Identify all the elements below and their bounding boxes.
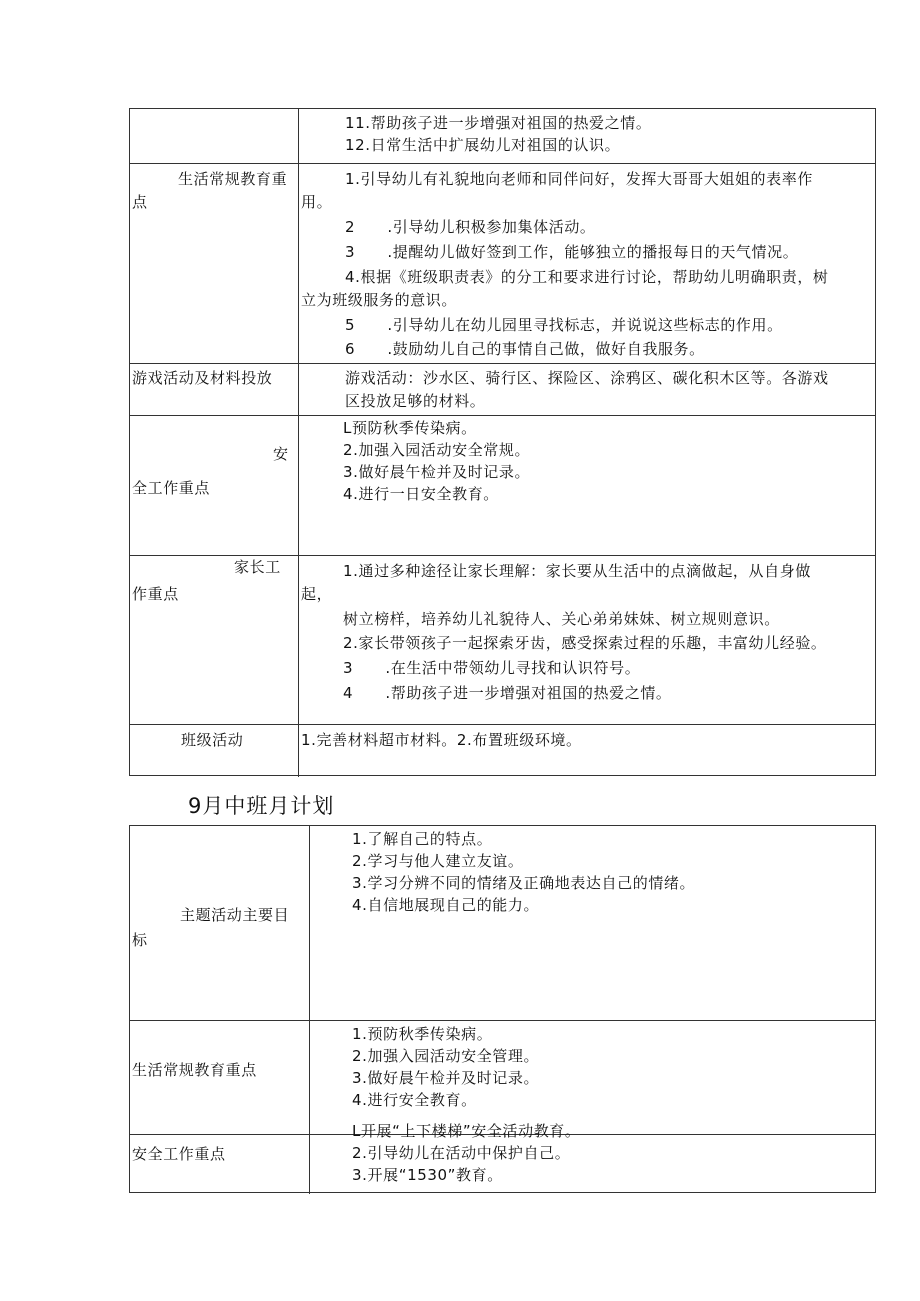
table-row — [130, 164, 875, 364]
table-row — [130, 1122, 875, 1194]
content-line: 4.进行一日安全教育。 — [343, 485, 499, 503]
content-line: 12.日常生活中扩展幼儿对祖国的认识。 — [345, 136, 621, 154]
content-line: 3.开展“1530”教育。 — [352, 1166, 503, 1184]
content-line: 树立榜样，培养幼儿礼貌待人、关心弟弟妹妹、树立规则意识。 — [343, 610, 780, 628]
row-label: 安全工作重点 — [132, 1145, 226, 1163]
table-row — [130, 725, 875, 777]
row-label-cell — [130, 109, 299, 163]
content-line: 1.完善材料超市材料。2.布置班级环境。 — [301, 731, 582, 749]
content-line: 4.根据《班级职责表》的分工和要求进行讨论，帮助幼儿明确职责，树 — [345, 268, 829, 286]
content-line: 1.引导幼儿有礼貌地向老师和同伴问好，发挥大哥哥大姐姐的表率作 — [345, 170, 813, 188]
content-line: 2.加强入园活动安全常规。 — [343, 441, 531, 459]
content-line: 2.引导幼儿在活动中保护自己。 — [352, 1144, 571, 1162]
row-label: 安 — [273, 445, 289, 463]
row-label-cell — [130, 556, 299, 724]
content-line: 游戏活动：沙水区、骑行区、探险区、涂鸦区、碳化积木区等。各游戏 — [345, 369, 829, 387]
content-line: 2.加强入园活动安全管理。 — [352, 1047, 540, 1065]
content-line: 4.自信地展现自己的能力。 — [352, 896, 540, 914]
row-label: 家长工 — [234, 558, 281, 576]
content-line: 1.了解自己的特点。 — [352, 830, 493, 848]
content-line: 区投放足够的材料。 — [345, 392, 486, 410]
content-line: 3.学习分辨不同的情绪及正确地表达自己的情绪。 — [352, 874, 696, 892]
row-label-cell — [130, 1021, 310, 1134]
row-label: 生活常规教育重 — [178, 170, 288, 188]
content-line: 3 .在生活中带领幼儿寻找和认识符号。 — [343, 659, 641, 677]
content-line: 11.帮助孩子进一步增强对祖国的热爱之情。 — [345, 114, 652, 132]
content-line: 起， — [301, 585, 333, 603]
content-line: 3.做好晨午检并及时记录。 — [343, 463, 531, 481]
content-line: 3 .提醒幼儿做好签到工作，能够独立的播报每日的天气情况。 — [345, 243, 799, 261]
plan-table-1 — [129, 108, 876, 776]
table-row — [130, 109, 875, 164]
row-label: 游戏活动及材料投放 — [132, 369, 273, 387]
row-label: 标 — [132, 931, 148, 949]
content-line: L预防秋季传染病。 — [343, 419, 477, 437]
row-label: 主题活动主要目 — [180, 906, 290, 924]
row-label: 作重点 — [132, 585, 179, 603]
content-line: L开展“上下楼梯”安全活动教育。 — [352, 1122, 581, 1140]
row-label-cell — [130, 416, 299, 555]
row-label: 全工作重点 — [132, 479, 211, 497]
plan-table-2 — [129, 825, 876, 1193]
content-line: 3.做好晨午检并及时记录。 — [352, 1069, 540, 1087]
content-line: 4.进行安全教育。 — [352, 1091, 477, 1109]
content-line: 2.学习与他人建立友谊。 — [352, 852, 524, 870]
content-line: 1.预防秋季传染病。 — [352, 1025, 493, 1043]
table-row — [130, 556, 875, 725]
row-label: 班级活动 — [181, 731, 244, 749]
content-line: 1.通过多种途径让家长理解：家长要从生活中的点滴做起，从自身做 — [343, 562, 811, 580]
content-line: 2 .引导幼儿积极参加集体活动。 — [345, 218, 596, 236]
content-line: 用。 — [301, 193, 333, 211]
row-label-cell — [130, 1135, 310, 1194]
table-row — [130, 1021, 875, 1135]
table-row — [130, 826, 875, 1021]
row-label-cell — [130, 725, 299, 777]
content-line: 6 .鼓励幼儿自己的事情自己做，做好自我服务。 — [345, 340, 705, 358]
content-line: 2.家长带领孩子一起探索牙齿，感受探索过程的乐趣，丰富幼儿经验。 — [343, 634, 827, 652]
row-label: 点 — [132, 193, 148, 211]
table-row — [130, 416, 875, 556]
section-title: 9月中班月计划 — [188, 794, 335, 818]
row-label-cell — [130, 164, 299, 363]
row-label: 生活常规教育重点 — [132, 1061, 257, 1079]
content-line: 立为班级服务的意识。 — [301, 291, 458, 309]
content-line: 4 .帮助孩子进一步增强对祖国的热爱之情。 — [343, 684, 672, 702]
row-label-cell — [130, 826, 310, 1020]
row-label-cell — [130, 364, 299, 415]
content-line: 5 .引导幼儿在幼儿园里寻找标志，并说说这些标志的作用。 — [345, 316, 783, 334]
table-row — [130, 364, 875, 416]
